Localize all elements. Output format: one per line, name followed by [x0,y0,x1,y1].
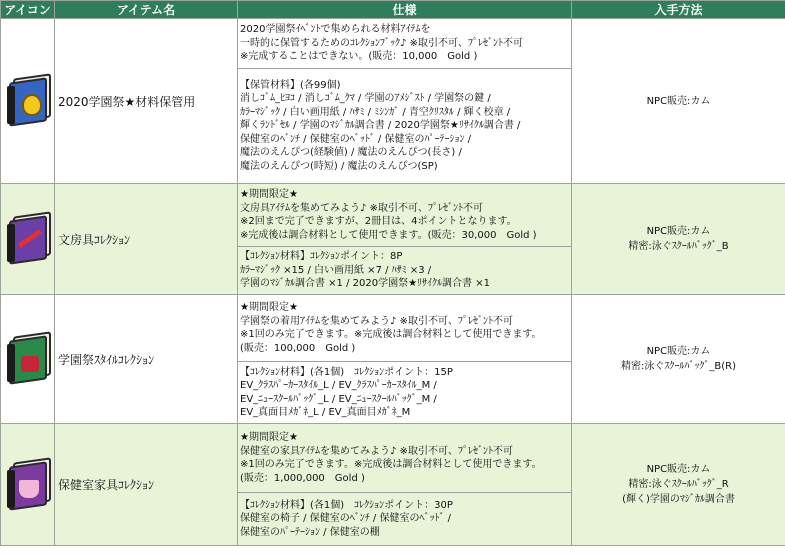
header-spec: 仕様 [238,1,572,19]
spec-materials: 【ｺﾚｸｼｮﾝ材料】(各1個) ｺﾚｸｼｮﾝポイント：15P EV_ｸﾗｽﾊﾟｰｶｰｽﾀｲﾙ_L / EV_ｸﾗｽﾊﾟｰｶｰｽﾀｲﾙ_M / EV_ﾆｭｰｽｸｰﾙﾊﾞｯｸﾞ_L / EV_ﾆｭｰｽｸｰﾙﾊﾞｯｸﾞ_M / EV_真面目ﾒｶﾞﾈ_L / EV_真面目ﾒｶﾞﾈ_M [238,362,572,424]
book-pencil-icon [5,214,51,264]
table-row [1,19,785,69]
icon-cell [1,184,55,295]
table-row [1,295,785,362]
icon-cell [1,19,55,184]
spec-description: ★期間限定★ 文房具ｱｲﾃﾑを集めてみよう♪ ※取引不可、ﾌﾟﾚｾﾞﾝﾄ不可 ※2回まで完了できますが、2冊目は、4ポイントとなります。 ※完成後は調合材料として使用できます。(販売：30,000 Gold ) [238,184,572,247]
item-name: 文房具ｺﾚｸｼｮﾝ [55,184,238,295]
header-row [1,1,785,19]
spec-description: ★期間限定★ 学園祭の着用ｱｲﾃﾑを集めてみよう♪ ※取引不可、ﾌﾟﾚｾﾞﾝﾄ不可 ※1回のみ完了できます。※完成後は調合材料として使用できます。 (販売：100,000 Gold ) [238,295,572,362]
icon-cell [1,424,55,546]
book-chick-icon [5,76,51,126]
spec-materials: 【ｺﾚｸｼｮﾝ材料】(各1個) ｺﾚｸｼｮﾝポイント：30P 保健室の椅子 / 保健室のﾍﾞﾝﾁ / 保健室のﾍﾞｯﾄﾞ / 保健室のﾊﾟｰﾃｰｼｮﾝ / 保健室の棚 [238,493,572,546]
table-row [1,184,785,247]
header-acquisition: 入手方法 [572,1,785,19]
spec-materials: 【ｺﾚｸｼｮﾝ材料】ｺﾚｸｼｮﾝポイント：8P ｶﾗｰﾏｼﾞｯｸ ×15 / 白い画用紙 ×7 / ﾊｻﾐ ×3 / 学園のﾏｼﾞｶﾙ調合書 ×1 / 2020学園祭★ﾘｻｲｸﾙ調合書 ×1 [238,247,572,295]
icon-cell [1,295,55,424]
acquisition: NPC販売:カム [572,19,785,184]
acquisition: NPC販売:カム 精密:泳ぐｽｸｰﾙﾊﾞｯｸﾞ_R (輝く)学園のﾏｼﾞｶﾙ調合書 [572,424,785,546]
header-item-name: アイテム名 [55,1,238,19]
item-name: 2020学園祭★材料保管用 [55,19,238,184]
spec-description: ★期間限定★ 保健室の家具ｱｲﾃﾑを集めてみよう♪ ※取引不可、ﾌﾟﾚｾﾞﾝﾄ不可 ※1回のみ完了できます。※完成後は調合材料として使用できます。 (販売：1,000,000 Gold ) [238,424,572,493]
table-row [1,424,785,493]
header-icon: アイコン [1,1,55,19]
spec-description: 2020学園祭ｲﾍﾞﾝﾄで集められる材料ｱｲﾃﾑを 一時的に保管するためのｺﾚｸｼｮﾝﾌﾞｯｸ♪ ※取引不可、ﾌﾟﾚｾﾞﾝﾄ不可 ※完成することはできない。(販売：10,000 Gold ) [238,19,572,69]
book-bag-icon [5,334,51,384]
item-name: 保健室家具ｺﾚｸｼｮﾝ [55,424,238,546]
book-bed-icon [5,460,51,510]
acquisition: NPC販売:カム 精密:泳ぐｽｸｰﾙﾊﾞｯｸﾞ_B(R) [572,295,785,424]
item-name: 学園祭ｽﾀｲﾙｺﾚｸｼｮﾝ [55,295,238,424]
spec-materials: 【保管材料】(各99個) 消しｺﾞﾑ_ﾋﾖｺ / 消しｺﾞﾑ_ｸﾏ / 学園のｱﾒｼﾞｽﾄ / 学園祭の鍵 / ｶﾗｰﾏｼﾞｯｸ / 白い画用紙 / ﾊｻﾐ / ﾐｼﾝｶﾞ / 青空ｸﾘｽﾀﾙ / 輝く校章 / 輝くﾗﾝﾄﾞｾﾙ / 学園のﾏｼﾞｶﾙ調合書 / 2020学園祭★ﾘｻｲｸﾙ調合書 / 保健室のﾍﾞﾝﾁ / 保健室のﾍﾞｯﾄﾞ / 保健室のﾊﾟｰﾃｰｼｮﾝ / 魔法のえんぴつ(経験値) / 魔法のえんぴつ(長さ) / 魔法のえんぴつ(時短) / 魔法のえんぴつ(SP) [238,69,572,184]
acquisition: NPC販売:カム 精密:泳ぐｽｸｰﾙﾊﾞｯｸﾞ_B [572,184,785,295]
